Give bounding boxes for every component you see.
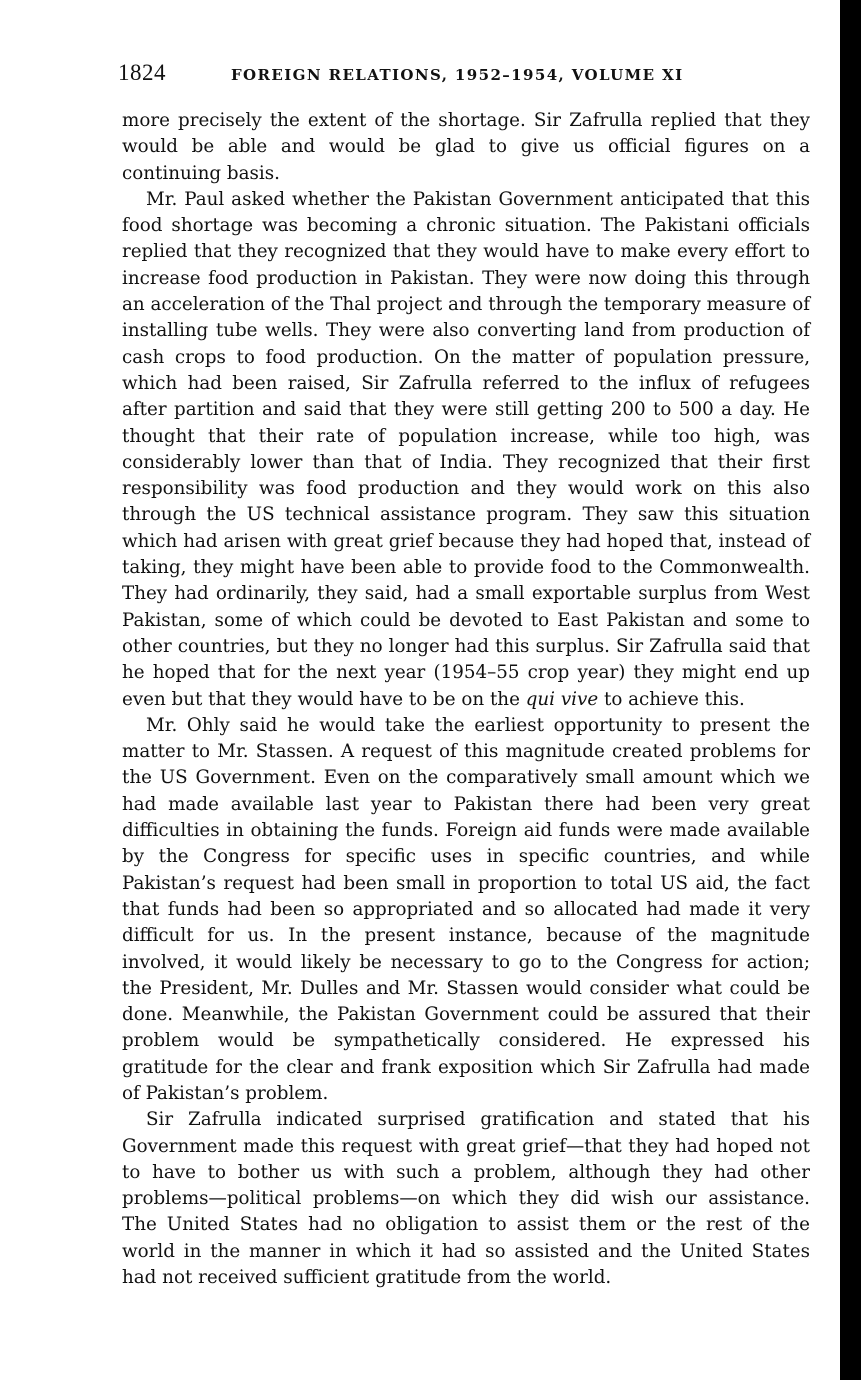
paragraph-continuation xyxy=(122,108,810,187)
paragraph-tail: to achieve this. xyxy=(603,688,745,710)
page-number: 1824 xyxy=(118,60,166,85)
paragraph-text: Mr. Ohly said he would take the earliest opportunity to present the matter to Mr. Stassen. A request of this magnitude created problems for the US Government. Even on the comparatively small amount which we had made available last year to Pakistan there had been very great difficulties in obtaining the funds. Foreign aid funds were made available by the Congress for specific uses in specific countries, and while Pakistan’s request had been small in proportion to total US aid, the fact that funds had been so appropriated and so allocated had made it very difficult for us. In the present instance, because of the magnitude involved, it would likely be necessary to go to the Congress for action; the President, Mr. Dulles and Mr. Stassen would consider what could be done. Meanwhile, the Pakistan Government could be assured that their problem would be sympathetically considered. He expressed his gratitude for the clear and frank exposition which Sir Zafrulla had made of Pakistan’s problem. xyxy=(122,714,810,1104)
running-head: FOREIGN RELATIONS, 1952–1954, VOLUME XI xyxy=(231,66,684,84)
italic-phrase: qui vive xyxy=(525,688,599,710)
paragraph-text: Mr. Paul asked whether the Pakistan Government anticipated that this food shortage was becoming a chronic situation. The Pakistani officials replied that they recognized that they would have to make every effort to increase food production in Pakistan. They were now doing this through an acceleration of the Thal project and through the temporary measure of installing tube wells. They were also converting land from production of cash crops to food production. On the matter of population pressure, which had been raised, Sir Zafrulla referred to the influx of refugees after partition and said that they were still getting 200 to 500 a day. He thought that their rate of population increase, while too high, was considerably lower than that of India. They recognized that their first responsibility was food production and they would work on this also through the US technical assistance program. They saw this situation which had arisen with great grief because they had hoped that, instead of taking, they might have been able to provide food to the Commonwealth. They had ordinarily, they said, had a small exportable surplus from West Pakistan, some of which could be devoted to East Pakistan and some to other countries, but they no longer had this surplus. Sir Zafrulla said that he hoped that for the next year (1954–55 crop year) they might end up even but that they would have to be on the xyxy=(122,188,810,710)
paragraph-text: more precisely the extent of the shortage. Sir Zafrulla replied that they would be able and would be glad to give us official figures on a continuing basis. xyxy=(122,110,810,184)
paragraph-paul xyxy=(122,187,810,713)
body-text xyxy=(122,108,810,1291)
page-header xyxy=(118,60,808,92)
paragraph-ohly xyxy=(122,713,810,1107)
paragraph-zafrulla xyxy=(122,1107,810,1291)
paragraph-text: Sir Zafrulla indicated surprised gratification and stated that his Government made this request with great grief—that they had hoped not to have to bother us with such a problem, although they had other problems—political problems—on which they did wish our assistance. The United States had no obligation to assist them or the rest of the world in the manner in which it had so assisted and the United States had not received sufficient gratitude from the world. xyxy=(122,1109,810,1289)
